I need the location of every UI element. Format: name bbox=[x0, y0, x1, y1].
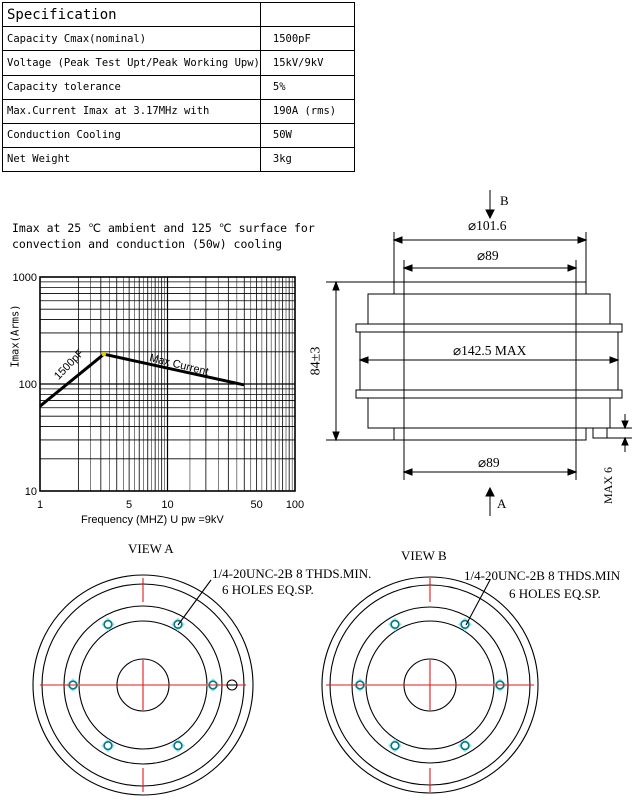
view-a-note-1: 1/4-20UNC-2B 8 THDS.MIN. bbox=[212, 566, 372, 581]
spec-row-value: 50W bbox=[260, 123, 354, 147]
dim-diameter-142: ⌀142.5 MAX bbox=[453, 343, 527, 358]
view-b-note-1: 1/4-20UNC-2B 8 THDS.MIN bbox=[464, 568, 621, 583]
series-label-max-current: Max Current bbox=[148, 352, 210, 379]
chart-caption-line2: convection and conduction (50w) cooling bbox=[12, 237, 283, 251]
spec-row-label: Max.Current Imax at 3.17MHz with bbox=[3, 99, 261, 123]
x-tick-label: 5 bbox=[126, 499, 133, 511]
view-a-title: VIEW A bbox=[128, 541, 174, 556]
x-tick-label: 1 bbox=[36, 499, 44, 511]
chart-caption-line1: Imax at 25 ℃ ambient and 125 ℃ surface for bbox=[12, 221, 315, 235]
spec-row-label: Net Weight bbox=[3, 148, 261, 172]
arrow-b-label: B bbox=[500, 193, 509, 208]
x-tick-label: 50 bbox=[250, 499, 263, 511]
dim-diameter-101: ⌀101.6 bbox=[468, 218, 507, 233]
y-tick-label: 10 bbox=[24, 486, 37, 498]
chart-x-axis-label: Frequency (MHZ) U pw =9kV bbox=[81, 514, 224, 526]
threaded-hole-icon bbox=[174, 742, 182, 750]
threaded-hole-icon bbox=[104, 742, 112, 750]
series-label-1500pf: 1500pF bbox=[52, 347, 87, 383]
spec-row-value: 190A (rms) bbox=[260, 99, 354, 123]
spec-row-value: 15kV/9kV bbox=[260, 51, 354, 75]
view-b-title: VIEW B bbox=[401, 548, 447, 563]
dim-max6: MAX 6 bbox=[601, 466, 616, 505]
view-a-note-2: 6 HOLES EQ.SP. bbox=[222, 582, 314, 597]
threaded-hole-icon bbox=[461, 742, 469, 750]
spec-row-label: Capacity tolerance bbox=[3, 75, 261, 99]
spec-row-label: Capacity Cmax(nominal) bbox=[3, 27, 261, 51]
y-tick-label: 1000 bbox=[12, 272, 37, 284]
arrow-a-label: A bbox=[497, 496, 507, 511]
dim-height: 84±3 bbox=[308, 346, 324, 376]
leader-line-a bbox=[178, 580, 211, 625]
spec-row-value: 3kg bbox=[260, 148, 354, 172]
chart-y-axis-label: Imax(Arms) bbox=[9, 304, 22, 368]
view-a-drawing bbox=[33, 575, 253, 795]
spec-row-label: Conduction Cooling bbox=[3, 123, 261, 147]
threaded-hole-icon bbox=[391, 742, 399, 750]
threaded-hole-icon bbox=[391, 621, 399, 629]
view-b-note-2: 6 HOLES EQ.SP. bbox=[509, 586, 601, 601]
spec-row-label: Voltage (Peak Test Upt/Peak Working Upw) bbox=[3, 51, 261, 75]
view-b-drawing bbox=[322, 577, 538, 793]
threaded-hole-icon bbox=[104, 621, 112, 629]
dim-diameter-89-top: ⌀89 bbox=[477, 248, 499, 263]
x-tick-label: 100 bbox=[285, 499, 305, 511]
x-tick-label: 10 bbox=[161, 499, 174, 511]
spec-row-value: 1500pF bbox=[260, 27, 354, 51]
spec-title: Specification bbox=[3, 3, 261, 27]
dim-diameter-89-bottom: ⌀89 bbox=[478, 455, 500, 470]
spec-row-value: 5% bbox=[260, 75, 354, 99]
y-tick-label: 100 bbox=[18, 379, 37, 391]
